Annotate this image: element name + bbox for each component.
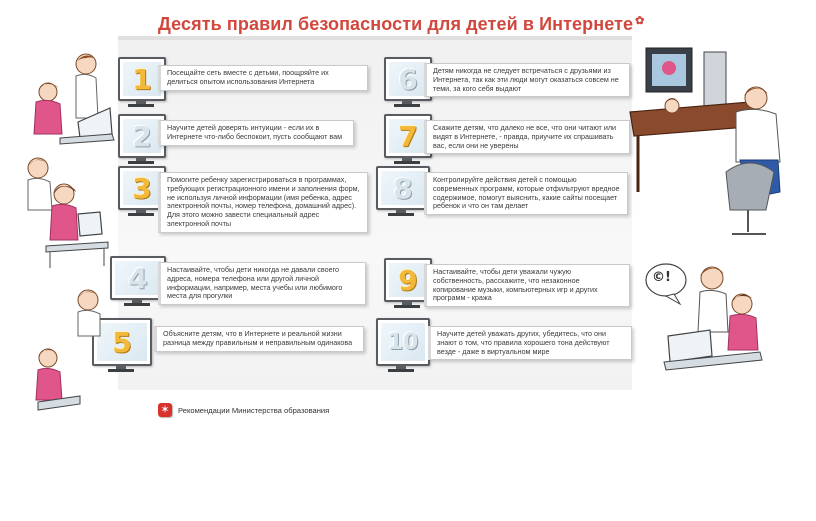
rule-6 <box>384 57 634 107</box>
rule-5 <box>92 318 372 368</box>
rule-text: Контролируйте действия детей с помощью современных программ, которые отфильтруют вредное содержимое, помогут выяснить, какие сайты посещает ребенок и что он там делает <box>424 172 628 215</box>
rule-text: Научите детей доверять интуиции - если их в Интернете что-либо беспокоит, пусть сообщают вам <box>158 120 354 146</box>
rule-4 <box>110 256 370 306</box>
boy-and-girl-at-computer-illustration <box>30 284 110 420</box>
rule-text: Помогите ребенку зарегистрироваться в программах, требующих регистрационного имени и заполнения форм, не используя личной информации (имя ребенка, адрес электронной почты, номер телефона, домашний адрес). Для этого можно завести специальный адрес электронной почты <box>158 172 368 233</box>
rule-text: Объясните детям, что в Интернете и реальной жизни разница между правильным и неправильным одинакова <box>154 326 364 352</box>
page-title <box>158 14 645 35</box>
legend-text: Рекомендации Министерства образования <box>178 405 330 415</box>
rule-number: 8 <box>393 171 413 205</box>
rule-2 <box>118 114 368 164</box>
rule-number: 2 <box>132 119 152 153</box>
rule-number: 10 <box>387 329 419 355</box>
rule-number: 3 <box>132 171 152 205</box>
rule-number: 7 <box>398 119 418 153</box>
rule-text: Посещайте сеть вместе с детьми, поощряйте их делиться опытом использования Интернета <box>158 65 368 91</box>
legend <box>158 403 329 417</box>
title-text: Десять правил безопасности для детей в Интернете <box>158 14 634 34</box>
rule-number: 5 <box>112 325 132 359</box>
rule-1 <box>118 57 368 107</box>
rule-number: 4 <box>128 261 148 295</box>
rule-3 <box>118 166 368 228</box>
monitor-icon <box>376 166 430 210</box>
rule-number: 6 <box>398 62 418 96</box>
kids-at-desktop-computer-illustration <box>610 42 800 242</box>
rule-9 <box>384 258 634 308</box>
ministry-badge-icon: ✶ <box>158 403 172 417</box>
rule-text: Настаивайте, чтобы дети никогда не давали своего адреса, номера телефона или другой личной информации, например, места учебы или любимого места для прогулки <box>158 262 366 305</box>
rule-7 <box>384 114 634 164</box>
copyright-sign: ©! <box>652 270 671 285</box>
rule-number: 9 <box>398 263 418 297</box>
rule-8 <box>376 166 634 216</box>
rule-text: Скажите детям, что далеко не все, что они читают или видят в Интернете, - правда, приучите их спрашивать вас, если они не уверены <box>424 120 630 154</box>
flower-icon: ✿ <box>635 15 645 27</box>
rule-number: 1 <box>132 62 152 96</box>
monitor-icon <box>376 318 430 366</box>
rule-text: Настаивайте, чтобы дети уважали чужую собственность, расскажите, что незаконное копирование музыки, компьютерных игр и других программ - кража <box>424 264 630 307</box>
rule-10 <box>376 318 634 368</box>
rule-text: Детям никогда не следует встречаться с друзьями из Интернета, так как эти люди могут оказаться совсем не теми, за кого себя выдают <box>424 63 630 97</box>
kids-at-laptop-illustration <box>20 48 120 148</box>
copyright-kids-illustration <box>640 256 810 386</box>
kids-at-desk-illustration <box>16 150 116 270</box>
rule-text: Научите детей уважать других, убедитесь, что они знают о том, что правила хорошего тона действуют везде - даже в виртуальном мире <box>428 326 632 360</box>
